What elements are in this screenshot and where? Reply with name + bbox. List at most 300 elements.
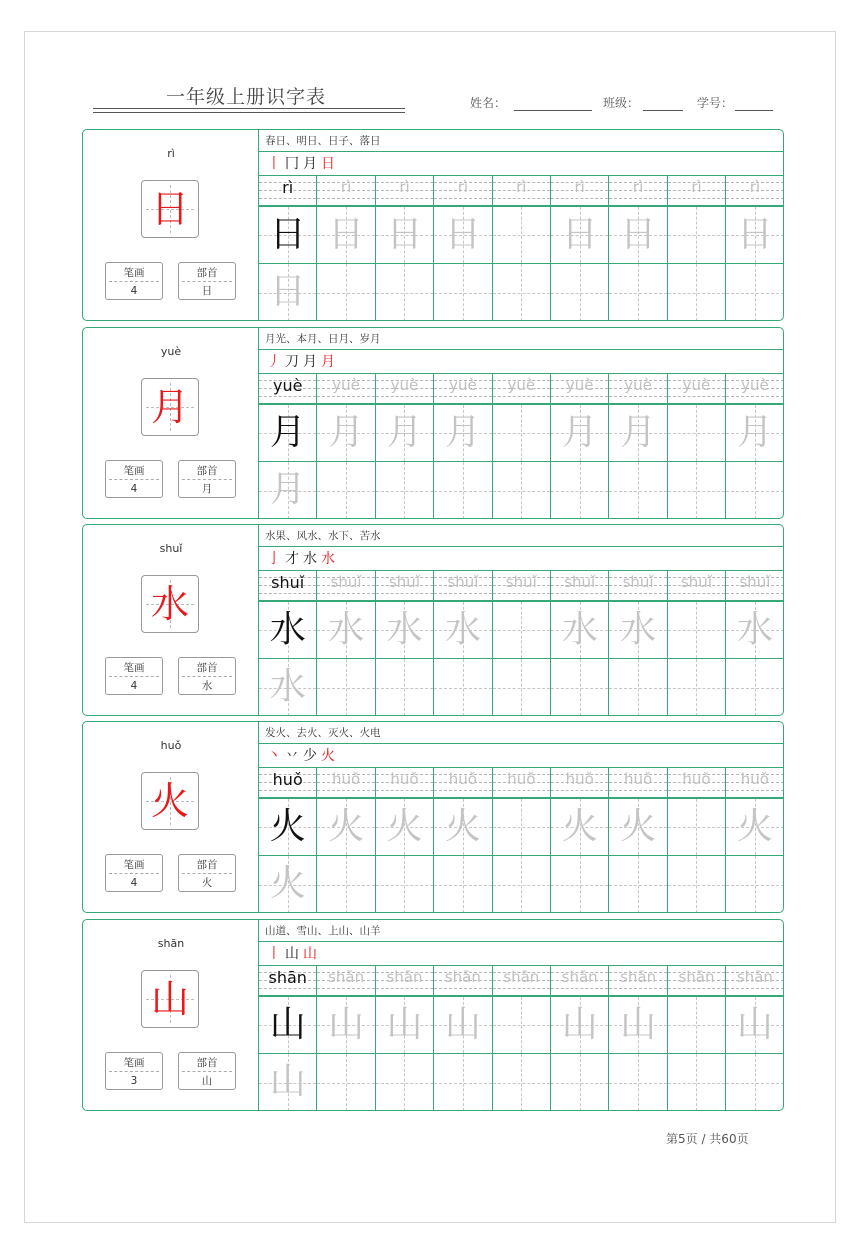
character-practice-cell[interactable] — [493, 1054, 551, 1111]
character-pinyin: yuè — [160, 345, 182, 358]
character-practice-cell[interactable] — [668, 264, 726, 321]
character-practice-cell[interactable] — [493, 462, 551, 519]
pinyin-practice-cell[interactable] — [259, 571, 317, 602]
radical-value: 火 — [201, 877, 213, 889]
stroke-order — [259, 942, 783, 966]
stroke-step: 亅 — [267, 551, 285, 567]
pinyin-trace: shān — [268, 968, 307, 987]
pinyin-practice-cell[interactable] — [317, 966, 375, 997]
character-practice-cell[interactable] — [726, 602, 784, 659]
stroke-count-label: 笔画 — [123, 1057, 145, 1069]
pinyin-practice-cell[interactable] — [668, 768, 726, 799]
character-trace: 日 — [561, 214, 598, 255]
stroke-count-box — [105, 657, 163, 695]
character-practice-cell[interactable] — [551, 602, 609, 659]
character-practice-cell[interactable] — [376, 997, 434, 1054]
stroke-count-label: 笔画 — [123, 465, 145, 477]
character-practice-cell[interactable] — [434, 602, 492, 659]
pinyin-trace: huǒ — [507, 770, 536, 788]
stroke-step: 山 — [285, 946, 303, 962]
name-field[interactable] — [470, 94, 592, 111]
character-trace: 日 — [736, 214, 773, 255]
pinyin-practice-cell[interactable] — [434, 966, 492, 997]
character-practice-cell[interactable] — [668, 207, 726, 264]
pinyin-practice-cell[interactable] — [551, 571, 609, 602]
character-info-panel — [83, 130, 259, 320]
stroke-count-value: 4 — [130, 680, 138, 692]
character-trace: 山 — [269, 1004, 306, 1045]
character-trace: 山 — [328, 1004, 365, 1045]
pinyin-practice-cell[interactable] — [376, 571, 434, 602]
pinyin-practice-cell[interactable] — [317, 768, 375, 799]
character-practice-cell[interactable] — [259, 997, 317, 1054]
student-number-label: 学号： — [697, 96, 734, 110]
character-practice-cell[interactable] — [609, 207, 667, 264]
stroke-step: 火 — [321, 748, 339, 764]
pinyin-practice-cell[interactable] — [317, 571, 375, 602]
character-display-box — [141, 772, 199, 830]
pinyin-practice-cell[interactable] — [726, 768, 784, 799]
character-practice-cell[interactable] — [376, 1054, 434, 1111]
pinyin-practice-cell[interactable] — [259, 966, 317, 997]
character-practice-cell[interactable] — [259, 405, 317, 462]
character-practice-cell[interactable] — [726, 659, 784, 716]
character-practice-cell[interactable] — [668, 405, 726, 462]
character-trace: 山 — [736, 1004, 773, 1045]
pinyin-trace: shān — [503, 968, 540, 986]
character-practice-cell[interactable] — [668, 602, 726, 659]
pinyin-practice-cell[interactable] — [551, 176, 609, 207]
radical-label: 部首 — [196, 267, 218, 279]
character-practice-cell[interactable] — [434, 207, 492, 264]
character-practice-cell[interactable] — [434, 997, 492, 1054]
character-practice-cell[interactable] — [551, 405, 609, 462]
character-trace: 火 — [736, 806, 773, 847]
pinyin-trace: huǒ — [331, 770, 361, 788]
character-trace: 月 — [386, 412, 423, 453]
character-pinyin: rì — [167, 147, 175, 160]
character-glyph: 火 — [150, 779, 189, 823]
pinyin-practice-cell[interactable] — [609, 176, 667, 207]
pinyin-trace: huǒ — [623, 770, 653, 788]
character-practice-cell[interactable] — [259, 602, 317, 659]
pinyin-practice-cell[interactable] — [668, 374, 726, 405]
pinyin-practice-cell[interactable] — [376, 176, 434, 207]
character-info-panel — [83, 920, 259, 1110]
character-display-box — [141, 575, 199, 633]
practice-area — [259, 722, 783, 912]
character-practice-cell[interactable] — [609, 602, 667, 659]
stroke-count-value: 4 — [130, 483, 138, 495]
character-practice-cell[interactable] — [726, 1054, 784, 1111]
character-practice-cell[interactable] — [668, 659, 726, 716]
character-practice-cell[interactable] — [317, 1054, 375, 1111]
radical-label: 部首 — [196, 465, 218, 477]
character-practice-cell[interactable] — [317, 602, 375, 659]
radical-box — [178, 854, 236, 892]
character-practice-cell[interactable] — [726, 264, 784, 321]
character-trace: 山 — [444, 1004, 481, 1045]
character-trace: 山 — [620, 1004, 657, 1045]
character-practice-cell[interactable] — [726, 856, 784, 913]
character-practice-cell[interactable] — [551, 264, 609, 321]
character-practice-cell[interactable] — [376, 856, 434, 913]
character-pinyin: shuǐ — [159, 542, 183, 555]
character-practice-cell[interactable] — [376, 264, 434, 321]
radical-value: 月 — [201, 483, 213, 495]
character-practice-cell[interactable] — [609, 659, 667, 716]
pinyin-trace: rì — [691, 178, 702, 196]
pinyin-trace: rì — [516, 178, 527, 196]
character-practice-cell[interactable] — [493, 856, 551, 913]
character-practice-cell[interactable] — [317, 462, 375, 519]
pinyin-practice-cell[interactable] — [434, 374, 492, 405]
stroke-step: 水 — [303, 551, 321, 567]
character-practice-cell[interactable] — [259, 659, 317, 716]
character-trace: 火 — [620, 806, 657, 847]
character-practice-cell[interactable] — [726, 462, 784, 519]
character-practice-cell[interactable] — [668, 1054, 726, 1111]
character-trace: 火 — [269, 863, 306, 904]
stroke-step: 丨 — [267, 946, 285, 962]
character-trace: 火 — [444, 806, 481, 847]
character-practice-cell[interactable] — [434, 264, 492, 321]
stroke-order — [259, 350, 783, 374]
character-display-box — [141, 970, 199, 1028]
pinyin-practice-cell[interactable] — [668, 966, 726, 997]
pinyin-trace: rì — [749, 178, 761, 196]
page-title: 一年级上册识字表 — [166, 86, 327, 108]
pinyin-trace: rì — [282, 178, 294, 197]
character-practice-cell[interactable] — [493, 659, 551, 716]
character-glyph: 山 — [150, 977, 189, 1021]
pinyin-practice-cell[interactable] — [493, 768, 551, 799]
pinyin-practice-cell[interactable] — [434, 571, 492, 602]
character-trace: 水 — [561, 609, 598, 650]
stroke-step: 少 — [303, 748, 321, 764]
character-glyph: 水 — [150, 582, 189, 626]
character-practice-cell[interactable] — [434, 856, 492, 913]
character-practice-cell[interactable] — [493, 405, 551, 462]
pinyin-trace: rì — [574, 178, 585, 196]
example-words: 水果、风水、水下、苦水 — [259, 525, 783, 547]
stroke-count-value: 4 — [130, 285, 138, 297]
pinyin-trace: shuǐ — [330, 573, 362, 591]
radical-label: 部首 — [196, 662, 218, 674]
pinyin-trace: rì — [457, 178, 469, 196]
example-words: 山道、雪山、上山、山羊 — [259, 920, 783, 942]
pinyin-trace: yuè — [449, 376, 477, 394]
character-trace: 火 — [561, 806, 598, 847]
character-practice-cell[interactable] — [726, 207, 784, 264]
pinyin-trace: yuè — [507, 376, 536, 394]
character-trace: 月 — [444, 412, 481, 453]
pinyin-trace: shuǐ — [680, 573, 712, 591]
character-practice-cell[interactable] — [317, 207, 375, 264]
character-practice-cell[interactable] — [376, 602, 434, 659]
character-practice-cell[interactable] — [551, 997, 609, 1054]
pinyin-trace: shuǐ — [739, 573, 771, 591]
pinyin-practice-cell[interactable] — [493, 571, 551, 602]
pinyin-practice-cell[interactable] — [668, 176, 726, 207]
radical-label: 部首 — [196, 859, 218, 871]
pinyin-trace: shuǐ — [564, 573, 596, 591]
pinyin-practice-cell[interactable] — [493, 374, 551, 405]
stroke-step: 月 — [303, 354, 321, 370]
stroke-step: 山 — [303, 946, 321, 962]
pinyin-trace: shān — [386, 968, 423, 986]
pinyin-practice-cell[interactable] — [726, 374, 784, 405]
character-practice-cell[interactable] — [668, 856, 726, 913]
character-practice-cell[interactable] — [551, 799, 609, 856]
character-practice-cell[interactable] — [317, 997, 375, 1054]
character-trace: 水 — [620, 609, 657, 650]
stroke-order — [259, 152, 783, 176]
character-practice-cell[interactable] — [668, 462, 726, 519]
character-info-panel — [83, 722, 259, 912]
pinyin-practice-cell[interactable] — [434, 768, 492, 799]
pinyin-trace: shuǐ — [622, 573, 654, 591]
character-trace: 水 — [269, 609, 306, 650]
pinyin-practice-cell[interactable] — [609, 966, 667, 997]
pinyin-practice-cell[interactable] — [493, 176, 551, 207]
pinyin-trace: yuè — [390, 376, 419, 394]
character-practice-cell[interactable] — [317, 405, 375, 462]
character-practice-cell[interactable] — [317, 856, 375, 913]
character-practice-cell[interactable] — [434, 1054, 492, 1111]
pinyin-practice-cell[interactable] — [609, 768, 667, 799]
character-practice-cell[interactable] — [317, 799, 375, 856]
example-words: 发火、去火、灭火、火电 — [259, 722, 783, 744]
character-trace: 月 — [269, 469, 306, 510]
character-practice-cell[interactable] — [726, 405, 784, 462]
character-practice-cell[interactable] — [551, 1054, 609, 1111]
character-practice-cell[interactable] — [317, 264, 375, 321]
pinyin-trace: huǒ — [448, 770, 477, 788]
character-trace: 日 — [269, 271, 306, 312]
character-trace: 月 — [328, 412, 365, 453]
practice-area — [259, 525, 783, 715]
character-practice-cell[interactable] — [551, 856, 609, 913]
pinyin-trace: yuè — [332, 376, 360, 394]
character-practice-cell[interactable] — [317, 659, 375, 716]
character-practice-cell[interactable] — [609, 264, 667, 321]
character-trace: 山 — [561, 1004, 598, 1045]
pinyin-trace: rì — [632, 178, 644, 196]
pinyin-practice-cell[interactable] — [376, 374, 434, 405]
character-trace: 日 — [386, 214, 423, 255]
pinyin-trace: shuǐ — [271, 573, 305, 592]
character-practice-cell[interactable] — [609, 462, 667, 519]
pinyin-trace: shān — [620, 968, 657, 986]
pinyin-practice-cell[interactable] — [317, 374, 375, 405]
pinyin-practice-cell[interactable] — [259, 176, 317, 207]
stroke-step: 丶 — [267, 748, 285, 764]
pinyin-trace: yuè — [624, 376, 652, 394]
pinyin-trace: shān — [444, 968, 481, 986]
stroke-step: 冂 — [285, 156, 303, 172]
character-practice-cell[interactable] — [376, 659, 434, 716]
character-trace: 水 — [386, 609, 423, 650]
character-info-panel — [83, 525, 259, 715]
stroke-count-box — [105, 460, 163, 498]
stroke-count-label: 笔画 — [123, 267, 145, 279]
stroke-count-box — [105, 854, 163, 892]
character-practice-cell[interactable] — [551, 462, 609, 519]
class-label: 班级： — [603, 96, 640, 110]
character-practice-cell[interactable] — [376, 207, 434, 264]
pinyin-practice-cell[interactable] — [726, 966, 784, 997]
character-trace: 日 — [269, 214, 306, 255]
character-practice-cell[interactable] — [668, 997, 726, 1054]
example-words: 春日、明日、日子、落日 — [259, 130, 783, 152]
character-card — [82, 327, 784, 519]
pinyin-practice-cell[interactable] — [259, 374, 317, 405]
pinyin-practice-cell[interactable] — [551, 966, 609, 997]
pinyin-trace: huǒ — [565, 770, 594, 788]
character-trace: 日 — [444, 214, 481, 255]
character-practice-cell[interactable] — [376, 462, 434, 519]
stroke-step: 月 — [321, 354, 339, 370]
character-trace: 火 — [269, 806, 306, 847]
stroke-order — [259, 547, 783, 571]
pinyin-practice-cell[interactable] — [726, 176, 784, 207]
character-practice-cell[interactable] — [493, 207, 551, 264]
character-trace: 水 — [736, 609, 773, 650]
practice-area — [259, 130, 783, 320]
stroke-count-box — [105, 262, 163, 300]
character-practice-cell[interactable] — [259, 856, 317, 913]
pinyin-practice-cell[interactable] — [668, 571, 726, 602]
pinyin-trace: shuǐ — [447, 573, 479, 591]
character-practice-cell[interactable] — [259, 207, 317, 264]
pinyin-practice-cell[interactable] — [376, 966, 434, 997]
character-practice-cell[interactable] — [376, 799, 434, 856]
pinyin-trace: rì — [340, 178, 352, 196]
pinyin-practice-cell[interactable] — [317, 176, 375, 207]
name-blank[interactable] — [514, 98, 592, 111]
character-trace: 月 — [620, 412, 657, 453]
character-trace: 火 — [328, 806, 365, 847]
stroke-count-box — [105, 1052, 163, 1090]
stroke-count-value: 4 — [130, 877, 138, 889]
pinyin-trace: yuè — [565, 376, 594, 394]
character-practice-cell[interactable] — [551, 207, 609, 264]
character-practice-cell[interactable] — [259, 264, 317, 321]
student-number-field[interactable] — [697, 94, 773, 111]
character-practice-cell[interactable] — [726, 997, 784, 1054]
pinyin-trace: huǒ — [390, 770, 419, 788]
character-practice-cell[interactable] — [493, 602, 551, 659]
character-practice-cell[interactable] — [609, 799, 667, 856]
radical-label: 部首 — [196, 1057, 218, 1069]
character-pinyin: shān — [157, 937, 185, 950]
character-trace: 日 — [328, 214, 365, 255]
page-number: 第5页 / 共60页 — [666, 1132, 749, 1146]
pinyin-practice-cell[interactable] — [376, 768, 434, 799]
character-practice-cell[interactable] — [376, 405, 434, 462]
pinyin-practice-cell[interactable] — [551, 374, 609, 405]
stroke-count-label: 笔画 — [123, 662, 145, 674]
character-practice-cell[interactable] — [609, 1054, 667, 1111]
radical-box — [178, 1052, 236, 1090]
name-label: 姓名： — [470, 96, 507, 110]
practice-area — [259, 328, 783, 518]
character-practice-cell[interactable] — [609, 405, 667, 462]
pinyin-trace: huǒ — [740, 770, 769, 788]
character-practice-cell[interactable] — [493, 799, 551, 856]
radical-box — [178, 262, 236, 300]
stroke-order — [259, 744, 783, 768]
character-practice-cell[interactable] — [609, 997, 667, 1054]
pinyin-practice-cell[interactable] — [609, 571, 667, 602]
character-practice-cell[interactable] — [434, 405, 492, 462]
character-practice-cell[interactable] — [259, 1054, 317, 1111]
example-words: 月光、本月、日月、岁月 — [259, 328, 783, 350]
character-info-panel — [83, 328, 259, 518]
title-underline — [93, 108, 405, 109]
stroke-step: 刀 — [285, 354, 303, 370]
stroke-step: 日 — [321, 156, 339, 172]
character-practice-cell[interactable] — [434, 462, 492, 519]
pinyin-practice-cell[interactable] — [434, 176, 492, 207]
character-practice-cell[interactable] — [434, 799, 492, 856]
pinyin-practice-cell[interactable] — [493, 966, 551, 997]
character-trace: 山 — [269, 1061, 306, 1102]
radical-box — [178, 657, 236, 695]
character-trace: 日 — [620, 214, 657, 255]
pinyin-trace: yuè — [272, 376, 303, 395]
character-practice-cell[interactable] — [493, 264, 551, 321]
pinyin-trace: shān — [736, 968, 773, 986]
pinyin-practice-cell[interactable] — [609, 374, 667, 405]
pinyin-trace: rì — [399, 178, 410, 196]
character-trace: 月 — [736, 412, 773, 453]
character-practice-cell[interactable] — [551, 659, 609, 716]
class-field[interactable] — [603, 94, 683, 111]
stroke-count-value: 3 — [130, 1075, 138, 1087]
class-blank[interactable] — [643, 98, 683, 111]
character-glyph: 日 — [150, 187, 189, 231]
pinyin-practice-cell[interactable] — [726, 571, 784, 602]
student-number-blank[interactable] — [735, 98, 773, 111]
character-trace: 水 — [444, 609, 481, 650]
practice-area — [259, 920, 783, 1110]
character-practice-cell[interactable] — [668, 799, 726, 856]
title-underline-2 — [93, 112, 405, 113]
pinyin-practice-cell[interactable] — [551, 768, 609, 799]
character-trace: 水 — [269, 666, 306, 707]
pinyin-trace: huǒ — [272, 770, 303, 789]
stroke-step: 丷 — [285, 748, 303, 764]
character-practice-cell[interactable] — [259, 462, 317, 519]
character-practice-cell[interactable] — [434, 659, 492, 716]
character-pinyin: huǒ — [160, 739, 182, 752]
character-practice-cell[interactable] — [609, 856, 667, 913]
character-trace: 水 — [328, 609, 365, 650]
character-trace: 山 — [386, 1004, 423, 1045]
pinyin-trace: shān — [561, 968, 598, 986]
stroke-step: 月 — [303, 156, 321, 172]
character-trace: 月 — [561, 412, 598, 453]
character-practice-cell[interactable] — [493, 997, 551, 1054]
character-practice-cell[interactable] — [726, 799, 784, 856]
character-card — [82, 919, 784, 1111]
radical-value: 山 — [201, 1075, 213, 1087]
pinyin-practice-cell[interactable] — [259, 768, 317, 799]
pinyin-trace: yuè — [682, 376, 711, 394]
character-practice-cell[interactable] — [259, 799, 317, 856]
